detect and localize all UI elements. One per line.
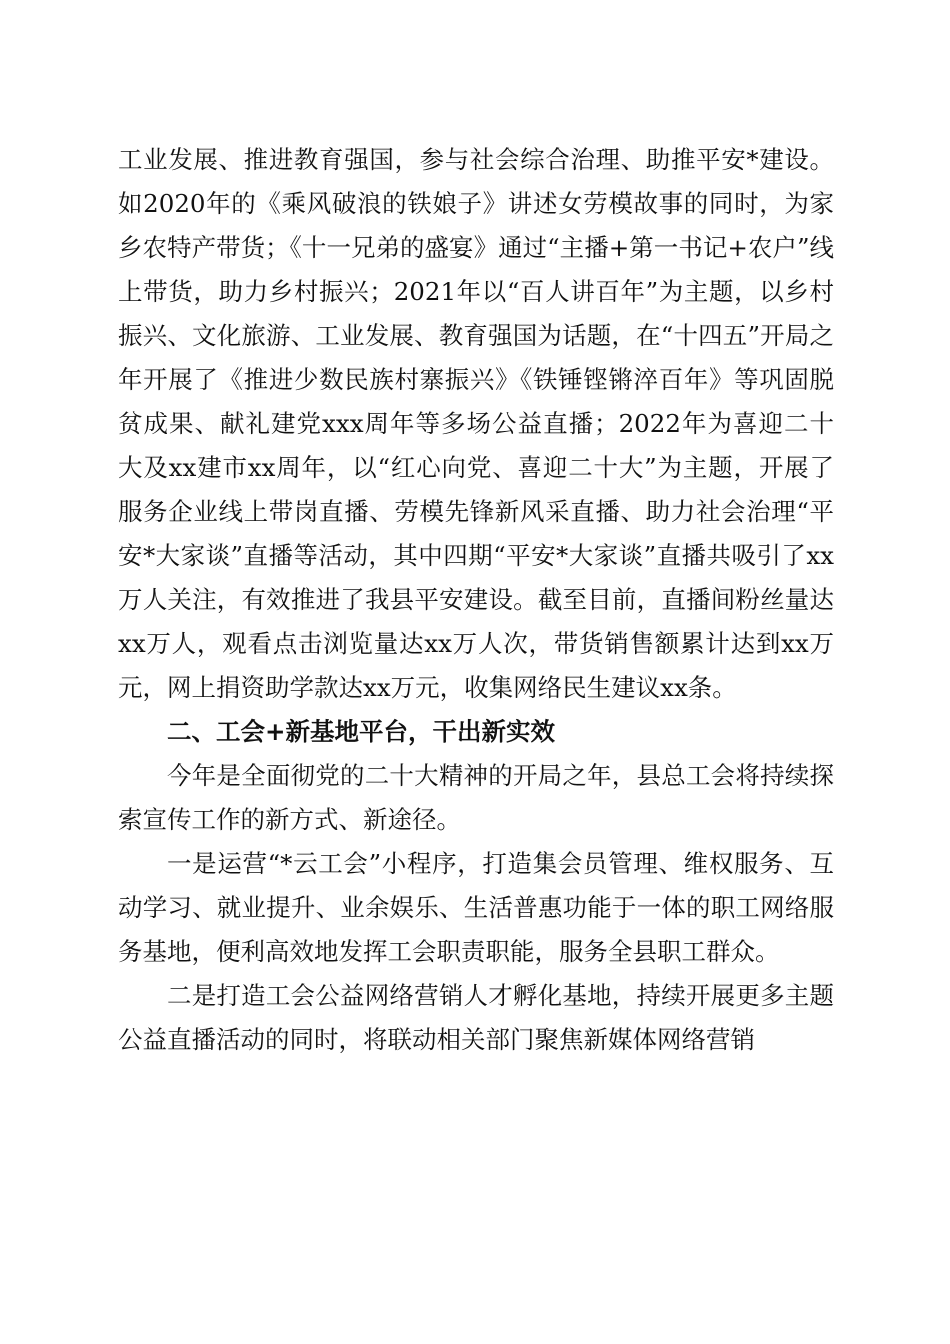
paragraph-intro: 今年是全面彻党的二十大精神的开局之年，县总工会将持续探索宣传工作的新方式、新途径。 xyxy=(118,761,834,834)
paragraph-item-one: 一是运营“*云工会”小程序，打造集会员管理、维权服务、互动学习、就业提升、业余娱乐、生活普惠功能于一体的职工网络服务基地，便利高效地发挥工会职责职能，服务全县职工群众。 xyxy=(118,849,834,966)
paragraph-item-two: 二是打造工会公益网络营销人才孵化基地，持续开展更多主题公益直播活动的同时，将联动相关部门聚焦新媒体网络营销 xyxy=(118,981,834,1054)
paragraph-continuation: 工业发展、推进教育强国，参与社会综合治理、助推平安*建设。如2020年的《乘风破浪的铁娘子》讲述女劳模故事的同时，为家乡农特产带货；《十一兄弟的盛宴》通过“主播+第一书记+农户”线上带货，助力乡村振兴；2021年以“百人讲百年”为主题，以乡村振兴、文化旅游、工业发展、教育强国为话题，在“十四五”开局之年开展了《推进少数民族村寨振兴》《铁锤铿锵淬百年》等巩固脱贫成果、献礼建党xxx周年等多场公益直播；2022年为喜迎二十大及xx建市xx周年，以“红心向党、喜迎二十大”为主题，开展了服务企业线上带岗直播、劳模先锋新风采直播、助力社会治理“平安*大家谈”直播等活动，其中四期“平安*大家谈”直播共吸引了xx万人关注，有效推进了我县平安建设。截至目前，直播间粉丝量达xx万人，观看点击浏览量达xx万人次，带货销售额累计达到xx万元，网上捐资助学款达xx万元，收集网络民生建议xx条。 xyxy=(118,145,834,702)
document-body xyxy=(118,138,834,1062)
section-heading: 二、工会+新基地平台，干出新实效 xyxy=(167,717,556,746)
